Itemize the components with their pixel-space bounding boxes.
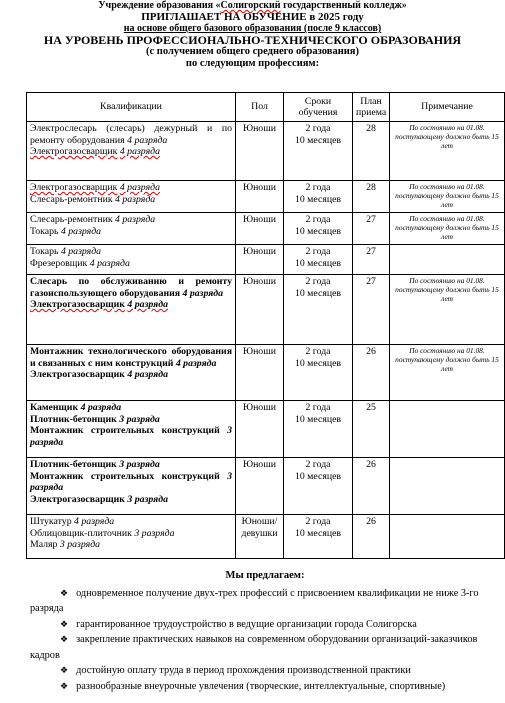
offer-item bbox=[30, 632, 500, 663]
offer-text: одновременное получение двух-трех профессий с присвоением квалификации не ниже 3-го разряда bbox=[30, 587, 479, 614]
qualification-name: Токарь bbox=[30, 246, 59, 257]
duration-years: 2 года bbox=[305, 123, 331, 134]
qualification-name: Монтажник технологического оборудования и связанных с ним конструкций bbox=[30, 346, 232, 369]
plan-cell: 27 bbox=[353, 213, 390, 245]
qualification-name: Электрогазосварщик bbox=[30, 182, 118, 193]
col-header-duration: Сроки обучения bbox=[284, 93, 353, 122]
offers-section bbox=[30, 568, 500, 694]
college-line: Учреждение образования «Солигорский государственный колледж» bbox=[98, 0, 407, 11]
secondary-education-note: (с получением общего среднего образования) bbox=[146, 46, 359, 57]
duration-cell bbox=[284, 122, 353, 181]
qualification-level: 4 разряда bbox=[119, 146, 160, 157]
qualification-level: 4 разряда bbox=[127, 299, 168, 310]
duration-months: 10 месяцев bbox=[294, 134, 342, 146]
qualification-level: 3 разряда bbox=[30, 425, 232, 448]
qualification-level: 3 разряда bbox=[134, 527, 175, 539]
duration-cell bbox=[284, 275, 353, 345]
qualification bbox=[30, 402, 232, 414]
qualification-level: 4 разряда bbox=[60, 246, 102, 257]
offer-text: гарантированное трудоустройство в ведущие организации города Солигорска bbox=[76, 618, 417, 630]
qualification bbox=[30, 246, 232, 258]
duration-months: 10 месяцев bbox=[294, 357, 342, 369]
qualification-level: 4 разряда bbox=[115, 214, 156, 225]
qualification bbox=[30, 123, 232, 146]
duration-cell bbox=[284, 401, 353, 458]
qualifications-cell bbox=[27, 213, 236, 245]
col-header-gender: Пол bbox=[236, 93, 284, 122]
duration-cell bbox=[284, 458, 353, 515]
duration-cell bbox=[284, 181, 353, 213]
qualification-name: Плотник-бетонщик bbox=[30, 413, 117, 425]
qualification-name: Каменщик bbox=[30, 402, 79, 413]
qualification-name: Электрогазосварщик bbox=[30, 146, 118, 157]
duration-years: 2 года bbox=[305, 182, 331, 193]
gender-cell: Юноши bbox=[236, 181, 284, 213]
qualification-level: 3 разряда bbox=[59, 539, 101, 550]
offers-list bbox=[30, 586, 500, 695]
plan-cell: 25 bbox=[353, 401, 390, 458]
qualification bbox=[30, 528, 232, 540]
qualification bbox=[30, 459, 232, 471]
qualification-name: Фрезеровщик bbox=[30, 257, 88, 269]
qualification-name: Слесарь-ремонтник bbox=[30, 214, 113, 225]
plan-cell: 26 bbox=[353, 458, 390, 515]
gender-cell: Юноши bbox=[236, 458, 284, 515]
qualification bbox=[30, 346, 232, 369]
qualifications-cell bbox=[27, 515, 236, 559]
qualification-level: 4 разряда bbox=[127, 369, 168, 380]
duration-years: 2 года bbox=[305, 346, 331, 357]
qualification-name: Маляр bbox=[30, 539, 58, 550]
gender-cell: Юноши bbox=[236, 401, 284, 458]
qualification-level: 4 разряда bbox=[175, 357, 217, 369]
diamond-bullet-icon: ❖ bbox=[60, 634, 69, 644]
qualification bbox=[30, 194, 232, 206]
qualification bbox=[30, 425, 232, 448]
plan-cell: 26 bbox=[353, 345, 390, 401]
duration-cell bbox=[284, 245, 353, 275]
qualification-name: Слесарь-ремонтник bbox=[30, 193, 113, 205]
table-row bbox=[27, 181, 505, 213]
gender-cell: Юноши bbox=[236, 213, 284, 245]
qualification-name: Электрогазосварщик bbox=[30, 493, 125, 505]
qualification bbox=[30, 276, 232, 299]
gender-cell: Юноши bbox=[236, 122, 284, 181]
qualification-name: Электрогазосварщик bbox=[30, 299, 125, 310]
professions-intro: по следующим профессиям: bbox=[185, 57, 320, 69]
qualification bbox=[30, 182, 232, 194]
table-row bbox=[27, 401, 505, 458]
education-basis: на основе общего базового образования (после 9 классов) bbox=[123, 23, 382, 34]
professions-table bbox=[26, 92, 505, 559]
qualifications-cell bbox=[27, 245, 236, 275]
qualifications-cell bbox=[27, 181, 236, 213]
gender-cell: Юноши bbox=[236, 245, 284, 275]
note-cell: По состоянию на 01.08. поступающему должно быть 15 лет bbox=[390, 213, 505, 245]
qualification bbox=[30, 258, 232, 270]
table-row bbox=[27, 515, 505, 559]
plan-cell: 28 bbox=[353, 122, 390, 181]
table-row bbox=[27, 275, 505, 345]
qualification-level: 4 разряда bbox=[182, 287, 224, 299]
qualification-level: 3 разряда bbox=[30, 470, 232, 493]
qualification-name: Токарь bbox=[30, 225, 59, 237]
duration-months: 10 месяцев bbox=[294, 527, 342, 539]
note-cell bbox=[390, 245, 505, 275]
duration-years: 2 года bbox=[305, 214, 331, 225]
qualification-level: 4 разряда bbox=[127, 134, 168, 146]
qualification-level: 4 разряда bbox=[115, 193, 156, 205]
duration-years: 2 года bbox=[305, 276, 331, 287]
diamond-bullet-icon: ❖ bbox=[60, 665, 69, 675]
qualification bbox=[30, 299, 232, 311]
qualification-level: 4 разряда bbox=[80, 402, 122, 413]
qualification-name: Слесарь по обслуживанию и ремонту газоиспользующего оборудования bbox=[30, 276, 232, 299]
qualification-name: Плотник-бетонщик bbox=[30, 459, 117, 470]
qualification-level: 4 разряда bbox=[119, 182, 160, 193]
invite-heading: ПРИГЛАШАЕТ НА ОБУЧЕНИЕ в 2025 году bbox=[141, 10, 364, 23]
qualification-name: Штукатур bbox=[30, 516, 72, 527]
duration-cell bbox=[284, 515, 353, 559]
table-body bbox=[27, 122, 505, 559]
qualifications-cell bbox=[27, 401, 236, 458]
duration-years: 2 года bbox=[305, 402, 331, 413]
col-header-note: Примечание bbox=[390, 93, 505, 122]
diamond-bullet-icon: ❖ bbox=[60, 618, 69, 629]
qualifications-cell bbox=[27, 345, 236, 401]
duration-cell bbox=[284, 213, 353, 245]
duration-months: 10 месяцев bbox=[294, 225, 342, 237]
plan-cell: 26 bbox=[353, 515, 390, 559]
college-name: Солигорский bbox=[220, 0, 281, 11]
note-cell bbox=[390, 458, 505, 515]
table-header-row bbox=[27, 93, 505, 122]
plan-cell: 27 bbox=[353, 245, 390, 275]
qualification-name: Электрогазосварщик bbox=[30, 369, 125, 380]
offer-text: закрепление практических навыков на современном оборудовании организаций-заказчиков кадров bbox=[30, 634, 478, 661]
table-row bbox=[27, 122, 505, 181]
qualification bbox=[30, 539, 232, 551]
qualification-level: 4 разряда bbox=[60, 225, 102, 237]
col-header-qualifications: Квалификации bbox=[27, 93, 236, 122]
note-cell: По состоянию на 01.08. поступающему должно быть 15 лет bbox=[390, 122, 505, 181]
education-level-heading: НА УРОВЕНЬ ПРОФЕССИОНАЛЬНО-ТЕХНИЧЕСКОГО ОБРАЗОВАНИЯ bbox=[43, 32, 462, 47]
duration-months: 10 месяцев bbox=[294, 470, 342, 482]
qualification-name: Монтажник строительных конструкций bbox=[30, 425, 220, 436]
gender-cell: Юноши bbox=[236, 345, 284, 401]
document-header bbox=[0, 0, 505, 69]
diamond-bullet-icon: ❖ bbox=[60, 680, 69, 691]
offer-item bbox=[30, 617, 500, 633]
duration-months: 10 месяцев bbox=[294, 193, 342, 205]
duration-years: 2 года bbox=[305, 246, 331, 257]
qualification-name: Облицовщик-плиточник bbox=[30, 527, 132, 539]
qualification bbox=[30, 226, 232, 238]
diamond-bullet-icon: ❖ bbox=[60, 587, 69, 598]
plan-cell: 28 bbox=[353, 181, 390, 213]
offer-text: достойную оплату труда в период прохождения производственной практики bbox=[76, 665, 411, 676]
plan-cell: 27 bbox=[353, 275, 390, 345]
offer-item bbox=[30, 679, 500, 695]
qualifications-cell bbox=[27, 458, 236, 515]
note-cell: По состоянию на 01.08. поступающему должно быть 15 лет bbox=[390, 275, 505, 345]
note-cell: По состоянию на 01.08. поступающему должно быть 15 лет bbox=[390, 181, 505, 213]
qualification bbox=[30, 471, 232, 494]
table-row bbox=[27, 213, 505, 245]
duration-cell bbox=[284, 345, 353, 401]
table-row bbox=[27, 458, 505, 515]
qualification-name: Электрослесарь (слесарь) дежурный и по ремонту оборудования bbox=[30, 123, 232, 146]
qualification bbox=[30, 516, 232, 528]
offer-item bbox=[30, 663, 500, 679]
duration-months: 10 месяцев bbox=[294, 257, 342, 269]
qualification-level: 3 разряда bbox=[119, 413, 160, 425]
qualification bbox=[30, 146, 232, 158]
note-cell bbox=[390, 401, 505, 458]
qualification-level: 4 разряда bbox=[89, 257, 130, 269]
duration-months: 10 месяцев bbox=[294, 287, 342, 299]
table-row bbox=[27, 345, 505, 401]
qualification-level: 3 разряда bbox=[127, 493, 168, 505]
table-row bbox=[27, 245, 505, 275]
qualification-level: 4 разряда bbox=[74, 516, 115, 527]
qualification-name: Монтажник строительных конструкций bbox=[30, 470, 220, 482]
qualification bbox=[30, 369, 232, 381]
note-cell: По состоянию на 01.08. поступающему должно быть 15 лет bbox=[390, 345, 505, 401]
note-cell bbox=[390, 515, 505, 559]
duration-years: 2 года bbox=[305, 459, 331, 470]
qualification bbox=[30, 214, 232, 226]
gender-cell: Юноши bbox=[236, 275, 284, 345]
duration-years: 2 года bbox=[305, 516, 331, 527]
offer-item bbox=[30, 586, 500, 617]
qualification bbox=[30, 494, 232, 506]
qualification-level: 3 разряда bbox=[119, 459, 160, 470]
duration-months: 10 месяцев bbox=[294, 413, 342, 425]
offer-text: разнообразные внеурочные увлечения (творческие, интеллектуальные, спортивные) bbox=[76, 680, 446, 692]
offers-title: Мы предлагаем: bbox=[225, 570, 305, 581]
gender-cell: Юноши/ девушки bbox=[236, 515, 284, 559]
qualification bbox=[30, 414, 232, 426]
qualifications-cell bbox=[27, 122, 236, 181]
qualifications-cell bbox=[27, 275, 236, 345]
col-header-plan: План приема bbox=[353, 93, 390, 122]
